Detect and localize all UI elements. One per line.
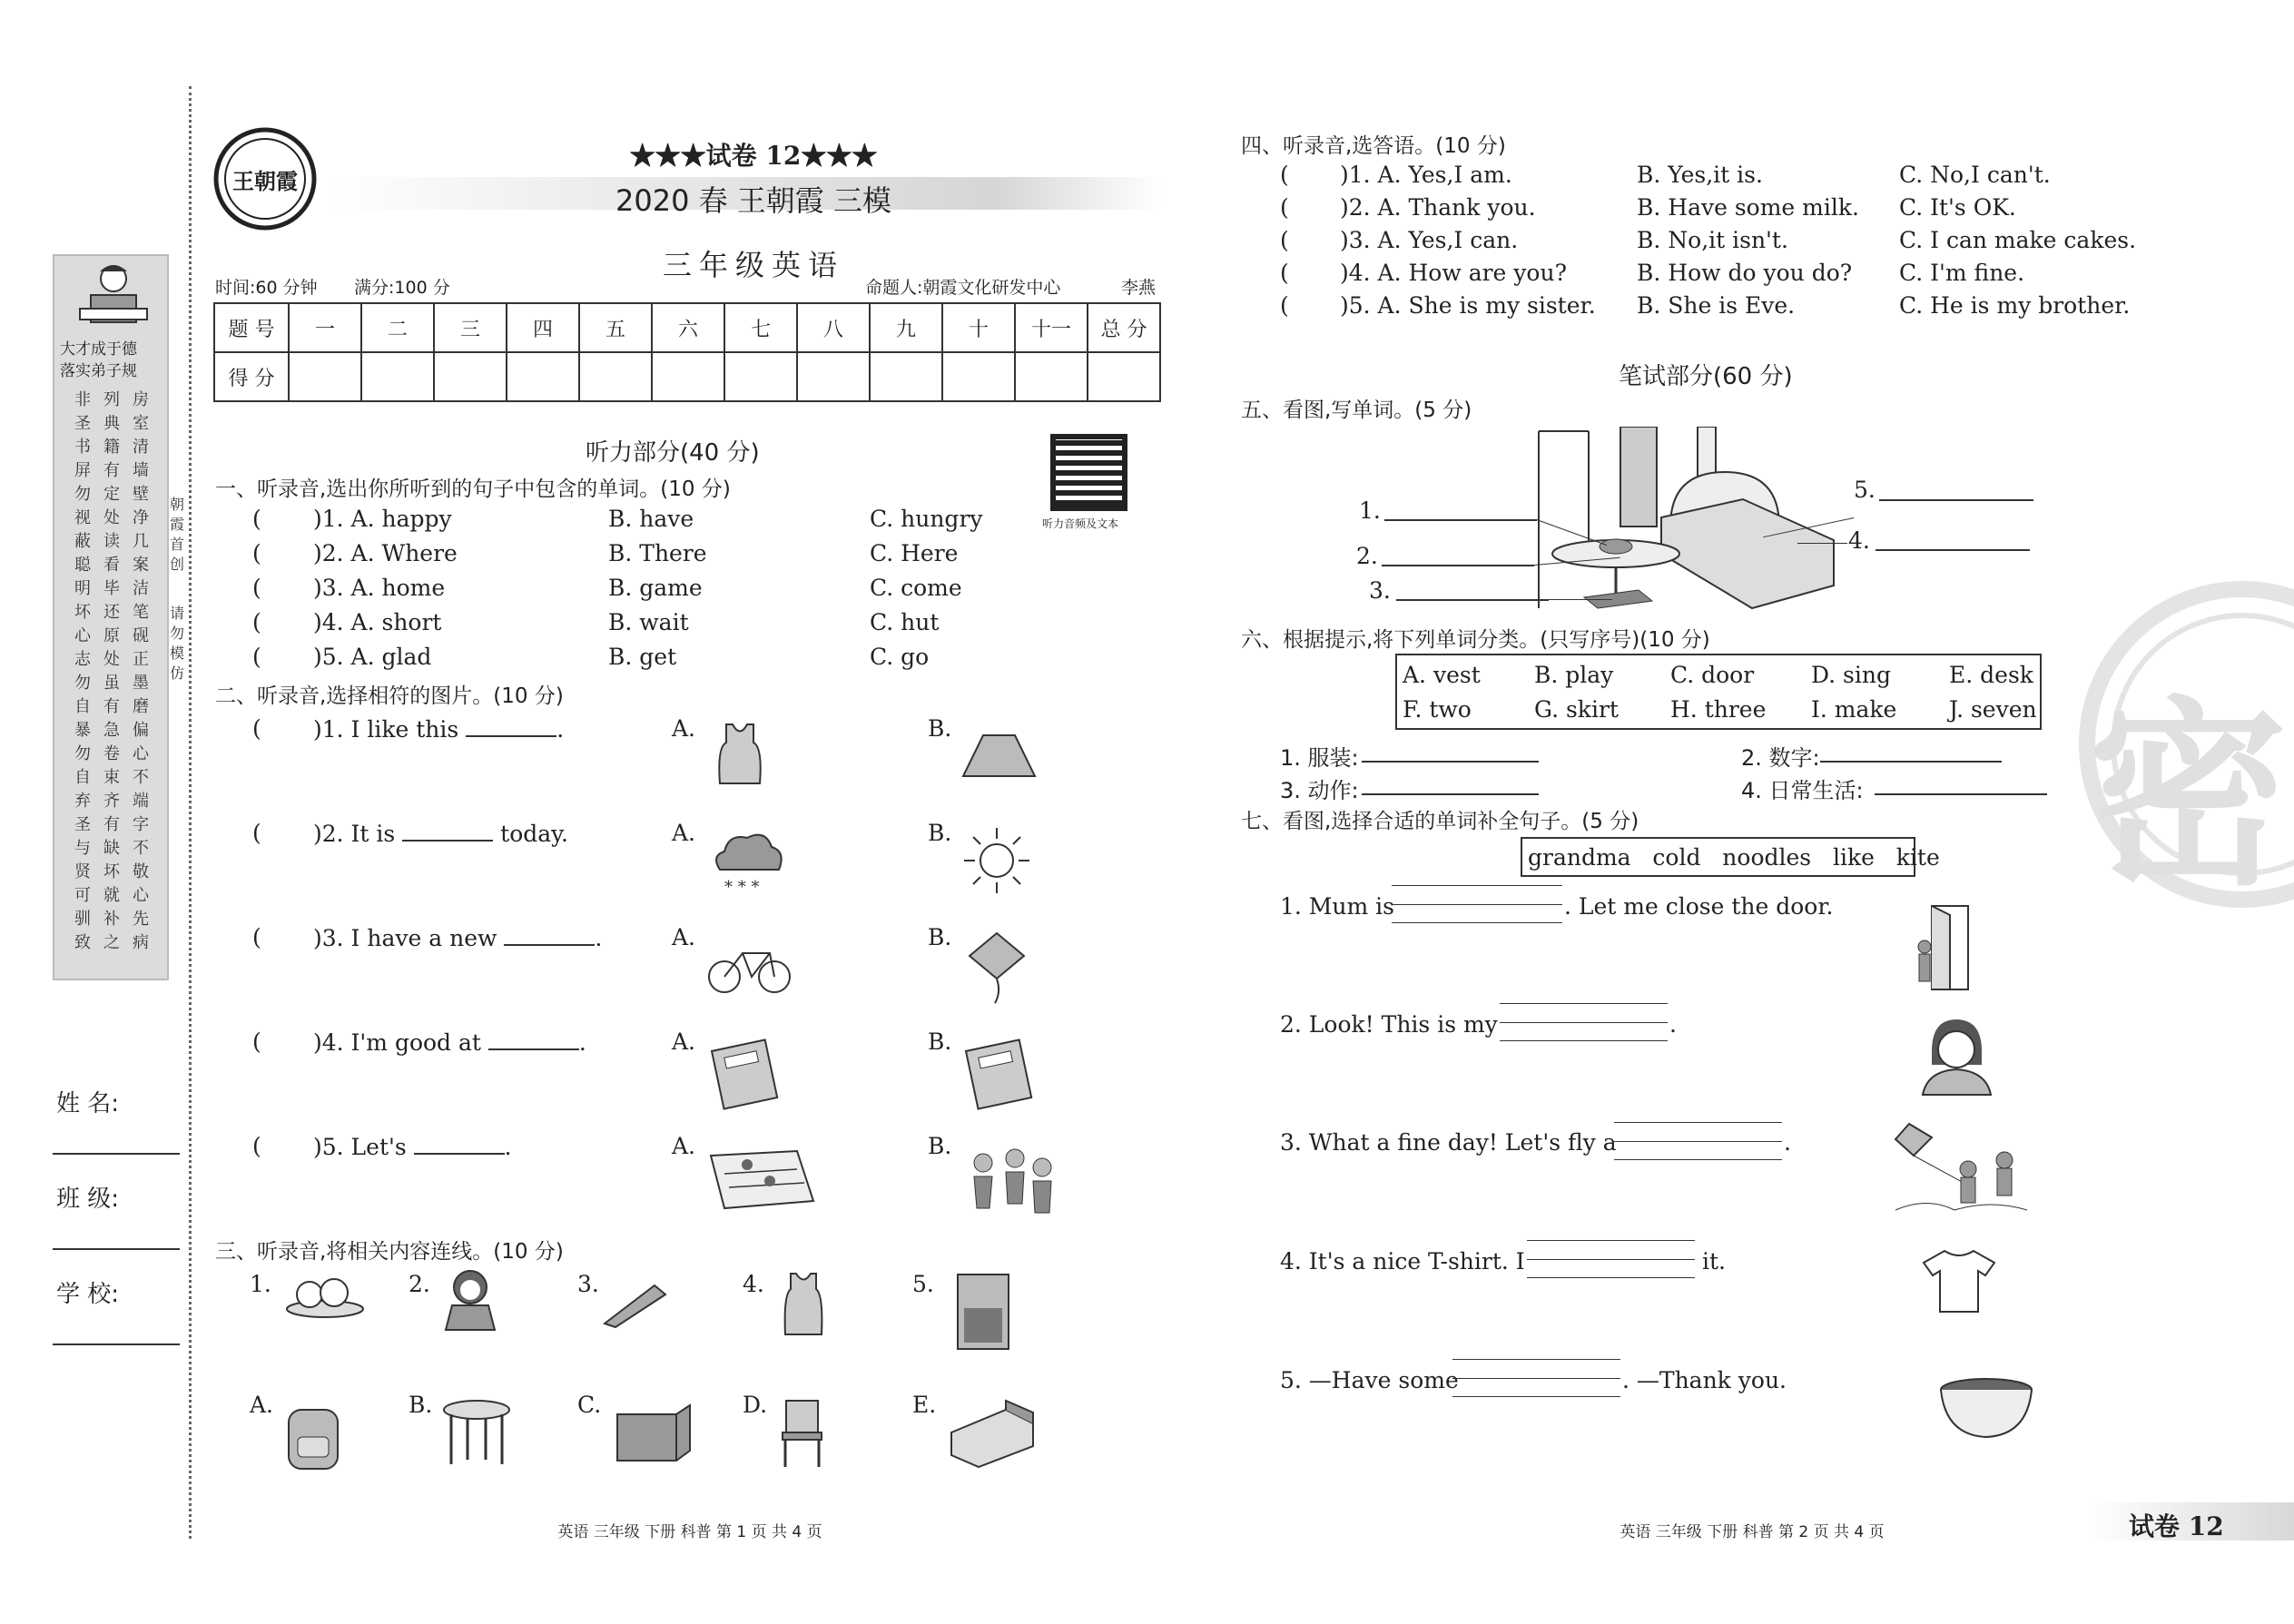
s1-paren: ( — [252, 609, 261, 635]
score-input[interactable] — [289, 352, 361, 401]
score-cell: 八 — [797, 303, 870, 352]
vest-icon — [781, 1266, 826, 1339]
s4-item-3-a: )3. A. Yes,I can. — [1340, 227, 1519, 253]
s7-item-1-pre: 1. Mum is — [1280, 893, 1394, 920]
s4-item-2-c: C. It's OK. — [1899, 194, 2016, 221]
section-7-title: 七、看图,选择合适的单词补全句子。(5 分) — [1241, 810, 1639, 833]
s6-answer-4[interactable] — [1875, 793, 2047, 795]
s7-item-3-post: . — [1784, 1129, 1791, 1156]
s4-item-5-b: B. She is Eve. — [1637, 292, 1796, 319]
s7-answer-4-mid — [1527, 1259, 1695, 1260]
s3-top-3: 3. — [577, 1271, 599, 1297]
s7-item-5-post: . —Thank you. — [1622, 1367, 1787, 1393]
s4-paren: ( — [1280, 292, 1289, 319]
s6-word: A. vest — [1403, 662, 1481, 688]
s4-item-2-a: )2. A. Thank you. — [1340, 194, 1536, 221]
s6-category-1: 1. 服装: — [1280, 745, 1359, 771]
score-table — [213, 302, 1161, 402]
s5-label-5: 5. — [1854, 477, 1876, 503]
s6-category-2: 2. 数字: — [1741, 745, 1820, 771]
score-input-row — [214, 352, 1160, 401]
s1-item-1-a: )1. A. happy — [313, 506, 452, 532]
box-icon — [610, 1398, 696, 1466]
s2-paren: ( — [252, 1133, 261, 1159]
s5-answer-5[interactable] — [1879, 499, 2033, 501]
s1-item-2-b: B. There — [608, 540, 707, 566]
author-name: 李燕 — [1121, 278, 1157, 298]
s1-item-2-c: C. Here — [870, 540, 959, 566]
skirt-icon — [958, 726, 1039, 790]
s4-paren: ( — [1280, 227, 1289, 253]
s1-item-4-a: )4. A. short — [313, 609, 442, 635]
writing-title: 笔试部分(60 分) — [1619, 363, 1793, 390]
s6-word: H. three — [1670, 696, 1767, 723]
s1-paren: ( — [252, 644, 261, 670]
s6-word: F. two — [1403, 696, 1472, 723]
backpack-icon — [277, 1393, 350, 1475]
name-label: 姓 名: — [56, 1090, 120, 1117]
s4-item-5-c: C. He is my brother. — [1899, 292, 2131, 319]
english-book-icon — [958, 1035, 1039, 1112]
score-input[interactable] — [579, 352, 652, 401]
footer-tag: 试卷 12 — [2129, 1511, 2224, 1541]
s1-item-4-b: B. wait — [608, 609, 689, 635]
section-3-title: 三、听录音,将相关内容连线。(10 分) — [215, 1240, 564, 1264]
s4-item-3-c: C. I can make cakes. — [1899, 227, 2137, 253]
score-input[interactable] — [870, 352, 942, 401]
s1-paren: ( — [252, 575, 261, 601]
s3-bottom-e: E. — [912, 1392, 937, 1418]
school-label: 学 校: — [56, 1281, 120, 1308]
door-person-icon — [1911, 899, 1979, 994]
s4-paren: ( — [1280, 162, 1289, 188]
vest-icon — [708, 717, 772, 790]
s3-bottom-d: D. — [743, 1392, 768, 1418]
s4-item-4-b: B. How do you do? — [1637, 260, 1853, 286]
score-cell: 十 — [942, 303, 1015, 352]
score-cell: 四 — [507, 303, 579, 352]
section-5-title: 五、看图,写单词。(5 分) — [1241, 399, 1472, 422]
name-line[interactable] — [53, 1153, 180, 1155]
doll-icon — [436, 1262, 504, 1339]
s1-paren: ( — [252, 540, 261, 566]
s7-answer-1-mid — [1392, 904, 1562, 905]
motto-column-1: 非圣书屏勿视蔽聪明坏心志勿自暴勿自弃圣与贤可驯致 — [74, 390, 91, 952]
s2-option-b: B. — [928, 924, 952, 950]
score-input[interactable] — [507, 352, 579, 401]
section-6-title: 六、根据提示,将下列单词分类。(只写序号)(10 分) — [1241, 628, 1710, 652]
s1-item-1-b: B. have — [608, 506, 694, 532]
s7-answer-3-mid — [1614, 1141, 1782, 1142]
s7-answer-5-mid — [1452, 1378, 1620, 1379]
footer-left: 英语 三年级 下册 科普 第 1 页 共 4 页 — [557, 1523, 822, 1541]
score-input[interactable] — [797, 352, 870, 401]
s2-item-2: )2. It is today. — [313, 821, 568, 847]
s2-option-a: A. — [672, 820, 696, 846]
s7-item-4-pre: 4. It's a nice T-shirt. I — [1280, 1248, 1525, 1275]
s5-label-1: 1. — [1359, 497, 1381, 524]
bike-icon — [704, 926, 794, 1003]
noodles-icon — [1934, 1371, 2038, 1443]
section-1-title: 一、听录音,选出你所听到的句子中包含的单词。(10 分) — [215, 477, 731, 501]
class-label: 班 级: — [56, 1186, 120, 1213]
s1-item-3-b: B. game — [608, 575, 703, 601]
exam-time: 时间:60 分钟 — [215, 278, 318, 298]
s5-label-4: 4. — [1848, 527, 1870, 554]
s3-bottom-b: B. — [409, 1392, 433, 1418]
tshirt-icon — [1920, 1244, 1997, 1316]
score-input[interactable] — [361, 352, 434, 401]
s1-item-3-a: )3. A. home — [313, 575, 446, 601]
s1-item-3-c: C. come — [870, 575, 962, 601]
s6-word: E. desk — [1949, 662, 2033, 688]
s1-item-4-c: C. hut — [870, 609, 940, 635]
motto-column-2: 列典籍有定处读看毕还原处虽有急卷束齐有缺坏就补之 — [103, 390, 120, 952]
s7-item-2-post: . — [1669, 1011, 1677, 1038]
bed-icon — [944, 1393, 1039, 1471]
logo-text: 王朝霞 — [232, 169, 298, 194]
score-input[interactable] — [1015, 352, 1088, 401]
binding-line — [189, 86, 192, 1539]
s2-item-4: )4. I'm good at . — [313, 1029, 586, 1056]
s7-item-5-pre: 5. —Have some — [1280, 1367, 1459, 1393]
secret-stamp-char: 密 — [2088, 680, 2289, 912]
s6-word: G. skirt — [1534, 696, 1619, 723]
s4-item-4-a: )4. A. How are you? — [1340, 260, 1567, 286]
motto-column-3: 房室清墙壁净几案洁笔砚正墨磨偏心不端字不敬心先病 — [133, 390, 149, 952]
qr-code-icon[interactable] — [1050, 434, 1127, 511]
s4-paren: ( — [1280, 194, 1289, 221]
s2-item-5: )5. Let's . — [313, 1134, 512, 1160]
snow-cloud-icon — [704, 822, 790, 903]
s2-item-1: )1. I like this . — [313, 716, 565, 743]
exam-title: 2020 春 王朝霞 三模 — [615, 183, 891, 218]
s2-paren: ( — [252, 820, 261, 846]
s5-answer-3[interactable] — [1396, 599, 1549, 601]
exam-number: ★★★试卷 12★★★ — [629, 141, 878, 171]
score-cell: 十一 — [1015, 303, 1088, 352]
s2-paren: ( — [252, 924, 261, 950]
s1-item-5-c: C. go — [870, 644, 930, 670]
s2-option-b: B. — [928, 820, 952, 846]
score-cell: 一 — [289, 303, 361, 352]
children-playing-icon — [958, 1142, 1062, 1219]
sidebar-caption-1: 大才成于德 — [60, 340, 137, 359]
s6-answer-2[interactable] — [1820, 761, 2002, 763]
s3-top-5: 5. — [912, 1271, 934, 1297]
s1-item-5-b: B. get — [608, 644, 677, 670]
full-score: 满分:100 分 — [354, 278, 450, 298]
s5-answer-2[interactable] — [1382, 565, 1534, 566]
author: 命题人:朝霞文化研发中心 — [865, 278, 1061, 298]
s4-item-1-a: )1. A. Yes,I am. — [1340, 162, 1512, 188]
s2-option-a: A. — [672, 715, 696, 742]
s5-label-2: 2. — [1356, 543, 1378, 569]
score-cell: 六 — [652, 303, 724, 352]
poster-icon — [953, 1271, 1012, 1353]
s1-paren: ( — [252, 506, 261, 532]
s6-word: D. sing — [1811, 662, 1891, 688]
school-line[interactable] — [53, 1343, 180, 1345]
pen-icon — [599, 1275, 672, 1330]
s3-bottom-a: A. — [250, 1392, 274, 1418]
score-row-label: 得 分 — [214, 352, 289, 401]
score-cell: 五 — [579, 303, 652, 352]
score-input[interactable] — [942, 352, 1015, 401]
s3-top-2: 2. — [409, 1271, 430, 1297]
s4-paren: ( — [1280, 260, 1289, 286]
svg-text:* * *: * * * — [724, 877, 759, 897]
s1-item-2-a: )2. A. Where — [313, 540, 458, 566]
sun-icon — [958, 822, 1035, 899]
s3-top-4: 4. — [743, 1271, 764, 1297]
s7-answer-2-mid — [1500, 1022, 1668, 1023]
section-2-title: 二、听录音,选择相符的图片。(10 分) — [215, 684, 564, 708]
s2-paren: ( — [252, 715, 261, 742]
s5-pointer-3 — [1549, 599, 1612, 600]
bread-icon — [281, 1266, 368, 1321]
score-input[interactable] — [652, 352, 724, 401]
s4-item-1-b: B. Yes,it is. — [1637, 162, 1763, 188]
score-cell: 三 — [434, 303, 507, 352]
score-cell: 总 分 — [1088, 303, 1160, 352]
s2-option-b: B. — [928, 1133, 952, 1159]
s4-item-1-c: C. No,I can't. — [1899, 162, 2051, 188]
s6-category-4: 4. 日常生活: — [1741, 778, 1864, 803]
kite-icon — [958, 926, 1035, 1008]
s2-option-b: B. — [928, 715, 952, 742]
bedroom-scene-picture — [1534, 427, 1861, 613]
s6-word: J. seven — [1949, 696, 2037, 723]
class-line[interactable] — [53, 1248, 180, 1250]
s6-category-3: 3. 动作: — [1280, 778, 1359, 803]
s7-item-4-post: it. — [1702, 1248, 1726, 1275]
footer-right: 英语 三年级 下册 科普 第 2 页 共 4 页 — [1620, 1523, 1885, 1541]
s4-item-4-c: C. I'm fine. — [1899, 260, 2025, 286]
score-cell: 九 — [870, 303, 942, 352]
kite-flying-icon — [1888, 1117, 2033, 1216]
swimming-icon — [704, 1142, 817, 1215]
s4-item-2-b: B. Have some milk. — [1637, 194, 1859, 221]
s7-item-3-pre: 3. What a fine day! Let's fly a — [1280, 1129, 1617, 1156]
s6-word: C. door — [1670, 662, 1755, 688]
sidebar-caption-2: 落实弟子规 — [60, 362, 137, 380]
section-4-title: 四、听录音,选答语。(10 分) — [1241, 134, 1506, 158]
score-input[interactable] — [1088, 352, 1160, 401]
chinese-book-icon — [704, 1035, 785, 1112]
s7-item-2-pre: 2. Look! This is my — [1280, 1011, 1498, 1038]
score-header-row — [214, 303, 1160, 352]
table-icon — [438, 1393, 515, 1471]
s6-answer-1[interactable] — [1362, 761, 1539, 763]
s2-option-a: A. — [672, 1133, 696, 1159]
score-cell: 二 — [361, 303, 434, 352]
grandma-icon — [1915, 1012, 1997, 1098]
s6-word: B. play — [1534, 662, 1614, 688]
scholar-illustration — [73, 259, 154, 331]
score-input[interactable] — [434, 352, 507, 401]
binding-label-2: 请勿模仿 — [169, 605, 184, 682]
listening-title: 听力部分(40 分) — [586, 439, 760, 467]
s6-word: I. make — [1811, 696, 1897, 723]
s5-pointer-4 — [1797, 543, 1847, 544]
s6-answer-3[interactable] — [1362, 793, 1539, 795]
s5-answer-1[interactable] — [1384, 519, 1537, 521]
s4-item-5-a: )5. A. She is my sister. — [1340, 292, 1596, 319]
s5-answer-4[interactable] — [1876, 549, 2030, 551]
chair-icon — [774, 1393, 829, 1471]
qr-label: 听力音频及文本 — [1042, 517, 1119, 530]
score-input[interactable] — [724, 352, 797, 401]
brand-logo — [213, 127, 318, 231]
s7-words: grandma cold noodles like kite — [1528, 844, 1940, 871]
s3-bottom-c: C. — [577, 1392, 602, 1418]
s1-item-5-a: )5. A. glad — [313, 644, 432, 670]
s2-item-3: )3. I have a new . — [313, 925, 603, 951]
s3-top-1: 1. — [250, 1271, 271, 1297]
s1-item-1-c: C. hungry — [870, 506, 983, 532]
s2-option-a: A. — [672, 1029, 696, 1055]
s2-option-a: A. — [672, 924, 696, 950]
score-cell: 题 号 — [214, 303, 289, 352]
s2-option-b: B. — [928, 1029, 952, 1055]
score-cell: 七 — [724, 303, 797, 352]
subject-title: 三年级英语 — [662, 248, 844, 282]
s5-label-3: 3. — [1369, 577, 1391, 604]
s4-item-3-b: B. No,it isn't. — [1637, 227, 1788, 253]
s7-item-1-post: . Let me close the door. — [1564, 893, 1834, 920]
s2-paren: ( — [252, 1029, 261, 1055]
binding-label-1: 朝霞首创 — [169, 496, 184, 573]
